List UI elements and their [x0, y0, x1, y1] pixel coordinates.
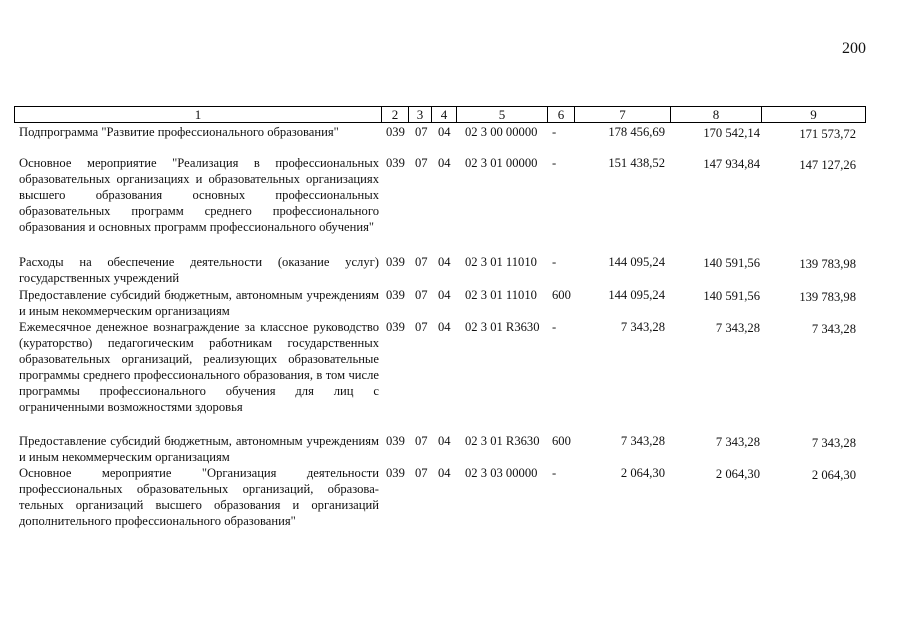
row-value-9: 139 783,98	[799, 290, 856, 304]
row-value-8: 147 934,84	[703, 157, 760, 171]
row-code-4: 04	[438, 288, 451, 302]
row-value-9: 171 573,72	[799, 127, 856, 141]
row-code-4: 04	[438, 434, 451, 448]
row-code-4: 04	[438, 466, 451, 480]
row-code-5: 02 3 01 11010	[465, 255, 537, 269]
header-cell-7: 7	[574, 106, 671, 123]
row-code-2: 039	[386, 466, 405, 480]
row-name: Предоставление субсидий бюджетным, автономным учреждениям и иным некоммерческим организациям	[19, 434, 379, 465]
row-code-2: 039	[386, 255, 405, 269]
row-code-6: -	[552, 156, 557, 170]
row-value-7: 144 095,24	[608, 255, 665, 269]
row-code-2: 039	[386, 125, 405, 139]
header-cell-2: 2	[381, 106, 409, 123]
row-name: Основное мероприятие "Организация деятельности профессиональных образовательных организаций, образова-тельных организаций высшего образования и организаций дополнительного профессионального образования"	[19, 466, 379, 529]
row-code-5: 02 3 00 00000	[465, 125, 538, 139]
row-code-3: 07	[415, 125, 428, 139]
header-cell-9: 9	[761, 106, 866, 123]
row-value-7: 178 456,69	[608, 125, 665, 139]
row-value-9: 7 343,28	[811, 322, 856, 336]
header-cell-5: 5	[456, 106, 548, 123]
row-value-9: 2 064,30	[811, 468, 856, 482]
header-cell-3: 3	[408, 106, 432, 123]
row-code-4: 04	[438, 255, 451, 269]
row-name: Основное мероприятие "Реализация в профессиональных образовательных организациях и образовательных организациях высшего образования основных профессиональных образовательных программ среднего профессионального образования и основных программ профессионального обучения"	[19, 156, 379, 235]
row-code-3: 07	[415, 320, 428, 334]
row-code-6: 600	[552, 434, 571, 448]
row-code-3: 07	[415, 466, 428, 480]
row-name: Предоставление субсидий бюджетным, автономным учреждениям и иным некоммерческим организациям	[19, 288, 379, 319]
row-value-8: 140 591,56	[703, 256, 760, 270]
row-value-8: 2 064,30	[715, 467, 760, 481]
row-code-4: 04	[438, 156, 451, 170]
row-value-8: 140 591,56	[703, 289, 760, 303]
row-code-6: -	[552, 466, 557, 480]
row-code-2: 039	[386, 156, 405, 170]
row-code-5: 02 3 01 R3630	[465, 434, 540, 448]
row-value-9: 139 783,98	[799, 257, 856, 271]
row-code-5: 02 3 01 R3630	[465, 320, 540, 334]
row-code-5: 02 3 01 11010	[465, 288, 537, 302]
row-code-3: 07	[415, 288, 428, 302]
row-code-3: 07	[415, 434, 428, 448]
page-number: 200	[842, 40, 866, 57]
row-value-7: 151 438,52	[608, 156, 665, 170]
header-cell-8: 8	[670, 106, 762, 123]
row-value-8: 7 343,28	[715, 321, 760, 335]
row-code-2: 039	[386, 288, 405, 302]
row-code-6: -	[552, 125, 557, 139]
header-cell-4: 4	[431, 106, 457, 123]
row-value-7: 144 095,24	[608, 288, 665, 302]
row-value-7: 2 064,30	[620, 466, 665, 480]
row-code-2: 039	[386, 320, 405, 334]
row-value-8: 7 343,28	[715, 435, 760, 449]
row-value-9: 147 127,26	[799, 158, 856, 172]
row-name: Расходы на обеспечение деятельности (оказание услуг) государственных учреждений	[19, 255, 379, 286]
row-name: Подпрограмма "Развитие профессионального образования"	[19, 125, 339, 139]
row-code-5: 02 3 01 00000	[465, 156, 538, 170]
row-code-6: -	[552, 255, 557, 269]
row-name: Ежемесячное денежное вознаграждение за классное руководство (кураторство) педагогическим работникам государственных образовательных организаций, реализующих образовательные программы среднего профессионального образования, в том числе программы профессионального обучения для лиц с ограниченными возможностями здоровья	[19, 320, 379, 415]
header-cell-6: 6	[547, 106, 575, 123]
row-code-6: -	[552, 320, 557, 334]
row-code-5: 02 3 03 00000	[465, 466, 538, 480]
row-code-2: 039	[386, 434, 405, 448]
row-value-7: 7 343,28	[620, 320, 665, 334]
row-code-6: 600	[552, 288, 571, 302]
row-code-3: 07	[415, 156, 428, 170]
row-code-4: 04	[438, 320, 451, 334]
row-code-4: 04	[438, 125, 451, 139]
row-code-3: 07	[415, 255, 428, 269]
row-value-7: 7 343,28	[620, 434, 665, 448]
row-value-8: 170 542,14	[703, 126, 760, 140]
row-value-9: 7 343,28	[811, 436, 856, 450]
header-cell-1: 1	[14, 106, 382, 123]
